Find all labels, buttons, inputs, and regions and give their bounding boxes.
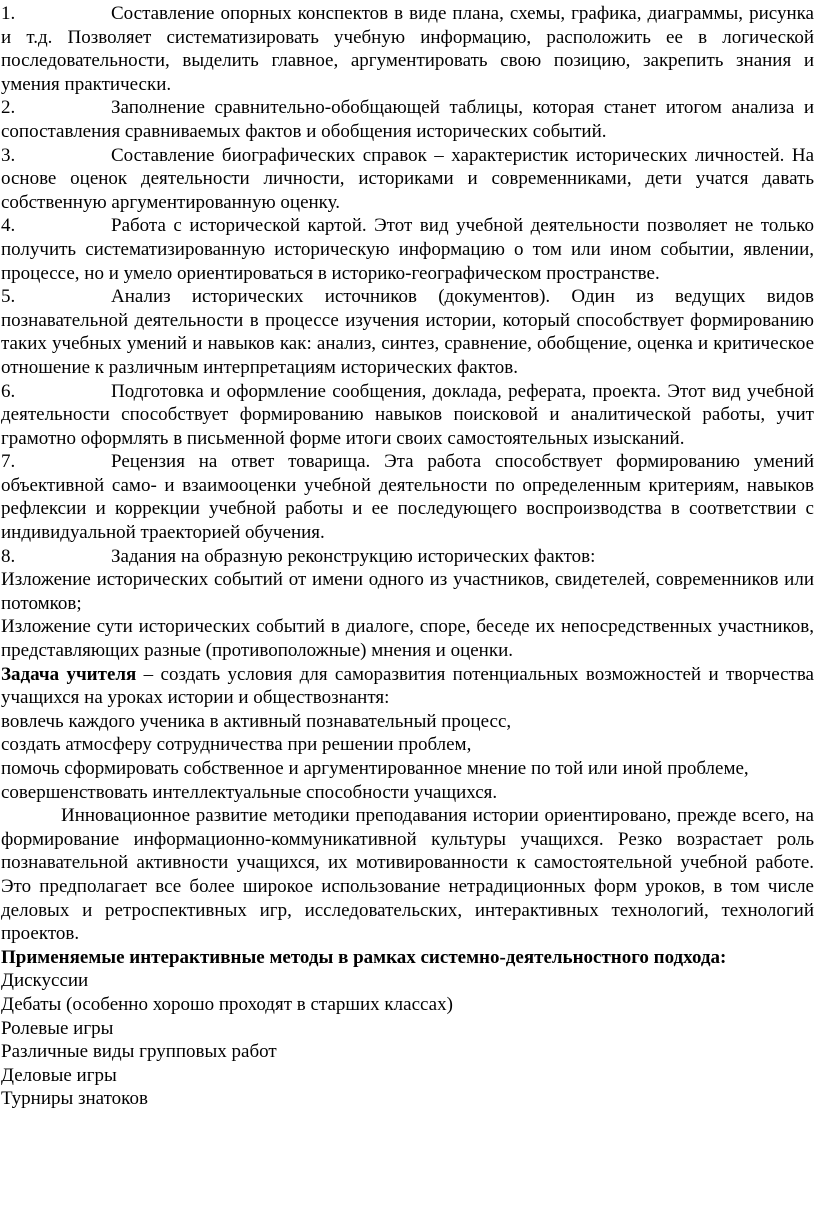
item-text: Задания на образную реконструкцию исторических фактов: [111, 545, 596, 567]
list-item-5 [1, 285, 814, 379]
task-text: – создать условия для саморазвития потенциальных возможностей и творчества учащихся на уроках истории и обществознантя: [1, 663, 814, 709]
list-item-3 [1, 144, 814, 215]
method-item: Дебаты (особенно хорошо проходят в старших классах) [1, 993, 453, 1015]
item-text: Рецензия на ответ товарища. Эта работа способствует формированию умений объективной само- и взаимооценки учебной деятельности по определенным критериям, навыков рефлексии и коррекции учебной работы и ее последующего воспроизводства в соответствии с индивидуальной траекторией обучения. [1, 451, 814, 544]
item-number: 7. [1, 451, 16, 473]
methods-heading [1, 946, 814, 970]
item-text: Составление биографических справок – характеристик исторических личностей. На основе оценок деятельности личности, историками и современниками, дети учатся давать собственную аргументированную оценку. [1, 144, 814, 213]
task-item-3: помочь сформировать собственное и аргументированное мнение по той или иной проблеме, [1, 758, 749, 779]
method-item: Дискуссии [1, 970, 89, 992]
task-item-2: создать атмосферу сотрудничества при решении проблем, [1, 734, 472, 756]
item-number: 6. [1, 380, 16, 402]
item-number: 8. [1, 545, 16, 567]
sub-item-1: Изложение исторических событий от имени одного из участников, свидетелей, современников или потомков; [1, 569, 814, 614]
item-number: 4. [1, 215, 16, 237]
item-text: Работа с исторической картой. Этот вид учебной деятельности позволяет не только получить систематизированную историческую информацию о том или ином событии, явлении, процессе, но и умело ориентироваться в историко-географическом пространстве. [1, 215, 814, 284]
item-text: Заполнение сравнительно-обобщающей таблицы, которая станет итогом анализа и сопоставления сравниваемых фактов и обобщения исторических событий. [1, 97, 814, 142]
item-text: Подготовка и оформление сообщения, доклада, реферата, проекта. Этот вид учебной деятельности способствует формированию навыков поисковой и аналитической работы, учит грамотно оформлять в письменной форме итоги своих самостоятельных изысканий. [1, 380, 814, 449]
methods-heading-text: Применяемые интерактивные методы в рамках системно-деятельностного подхода: [1, 946, 727, 968]
method-item: Деловые игры [1, 1064, 117, 1086]
method-item: Различные виды групповых работ [1, 1041, 277, 1063]
list-item-2 [1, 96, 814, 143]
item-number: 3. [1, 144, 16, 166]
list-item-7 [1, 450, 814, 544]
task-item-1: вовлечь каждого ученика в активный познавательный процесс, [1, 710, 512, 732]
task-item-4: совершенствовать интеллектуальные способности учащихся. [1, 781, 498, 803]
list-item-6 [1, 380, 814, 451]
innovation-paragraph: Инновационное развитие методики преподавания истории ориентировано, прежде всего, на формирование информационно-коммуникативной культуры учащихся. Резко возрастает роль познавательной активности учащихся, их мотивированности к самостоятельной учебной работе. Это предполагает все более широкое использование нетрадиционных форм уроков, в том числе деловых и ретроспективных игр, исследовательских, интерактивных технологий, технологий проектов. [1, 805, 814, 945]
method-item: Турниры знатоков [1, 1088, 148, 1110]
list-item-4 [1, 214, 814, 285]
list-item-1 [1, 2, 814, 96]
task-label: Задача учителя [1, 663, 137, 685]
item-number: 2. [1, 97, 16, 119]
method-item: Ролевые игры [1, 1017, 114, 1039]
sub-item-2: Изложение сути исторических событий в диалоге, споре, беседе их непосредственных участников, представляющих разные (противоположные) мнения и оценки. [1, 616, 814, 662]
item-text: Анализ исторических источников (документов). Один из ведущих видов познавательной деятельности в процессе изучения истории, который способствует формированию таких учебных умений и навыков как: анализ, синтез, сравнение, обобщение, оценка и критическое отношение к различным интерпретациям исторических фактов. [1, 286, 814, 378]
item-number: 5. [1, 286, 16, 308]
item-text: Составление опорных конспектов в виде плана, схемы, графика, диаграммы, рисунка и т.д. Позволяет систематизировать учебную информацию, расположить ее в логической последовательности, выделить главное, аргументировать свою позицию, закрепить знания и умения практически. [1, 3, 814, 95]
list-item-8 [1, 545, 814, 569]
item-number: 1. [1, 3, 16, 24]
task-paragraph [1, 663, 814, 710]
